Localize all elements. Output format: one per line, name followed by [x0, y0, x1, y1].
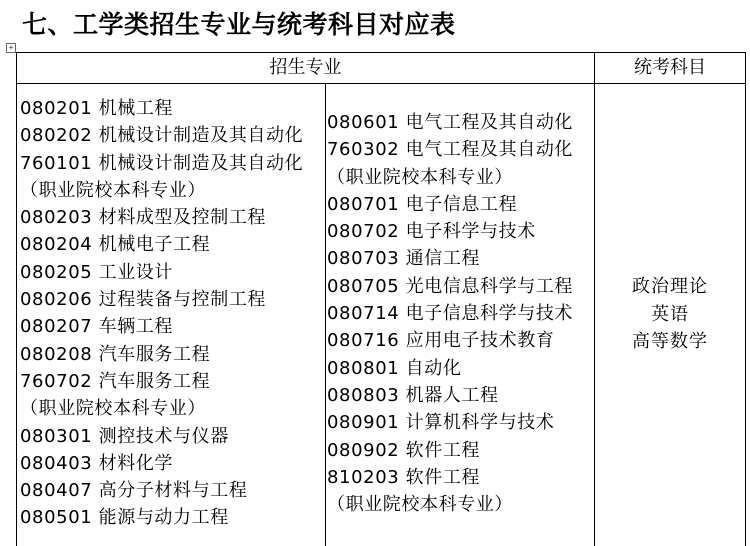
subject-item: 政治理论: [632, 276, 708, 297]
list-item: 080407 高分子材料与工程: [20, 480, 248, 502]
header-divider: [17, 83, 745, 84]
list-item: 080501 能源与动力工程: [20, 507, 229, 529]
header-subjects: 统考科目: [634, 57, 706, 78]
list-item: （职业院校本科专业）: [20, 179, 206, 201]
list-item: 080703 通信工程: [327, 248, 481, 270]
list-item: 080601 电气工程及其自动化: [327, 112, 574, 133]
list-item: 080801 自动化: [327, 357, 462, 379]
list-item: 080714 电子信息科学与技术: [327, 303, 574, 325]
list-item: 080204 机械电子工程: [20, 234, 211, 256]
list-item: 080205 工业设计: [20, 261, 174, 283]
list-item: 080701 电子信息工程: [327, 193, 518, 215]
list-item: 080206 过程装备与控制工程: [20, 289, 267, 311]
list-item: 760302 电气工程及其自动化: [327, 139, 574, 161]
subject-item: 高等数学: [632, 331, 708, 352]
list-item: 760101 机械设计制造及其自动化: [20, 152, 304, 174]
major-list-left: [20, 95, 303, 532]
list-item: 080203 材料成型及控制工程: [20, 207, 267, 229]
list-item: 080207 车辆工程: [20, 316, 174, 338]
list-item: 080803 机器人工程: [327, 384, 499, 406]
subject-item: 英语: [651, 303, 689, 325]
list-item: 810203 软件工程: [327, 466, 481, 488]
list-item: 080705 光电信息科学与工程: [327, 275, 574, 297]
list-item: （职业院校本科专业）: [327, 494, 513, 516]
table-move-handle-icon[interactable]: +: [6, 43, 16, 53]
list-item: 760702 汽车服务工程: [20, 370, 211, 392]
page-title: 七、工学类招生专业与统考科目对应表: [22, 10, 456, 39]
major-list-right: [327, 109, 573, 518]
list-item: 080901 计算机科学与技术: [327, 412, 555, 434]
list-item: 080202 机械设计制造及其自动化: [20, 125, 304, 147]
exam-subjects: [595, 273, 745, 356]
major-column-divider: [325, 83, 326, 546]
list-item: 080208 汽车服务工程: [20, 343, 211, 365]
header-major: 招生专业: [269, 57, 342, 78]
list-item: （职业院校本科专业）: [20, 398, 206, 420]
list-item: 080403 材料化学: [20, 452, 174, 474]
list-item: 080301 测控技术与仪器: [20, 425, 229, 447]
list-item: 080201 机械工程: [20, 98, 174, 119]
list-item: （职业院校本科专业）: [327, 166, 513, 188]
list-item: 080902 软件工程: [327, 439, 481, 461]
list-item: 080702 电子科学与技术: [327, 221, 536, 243]
list-item: 080716 应用电子技术教育: [327, 330, 555, 352]
subject-table: [16, 52, 746, 546]
